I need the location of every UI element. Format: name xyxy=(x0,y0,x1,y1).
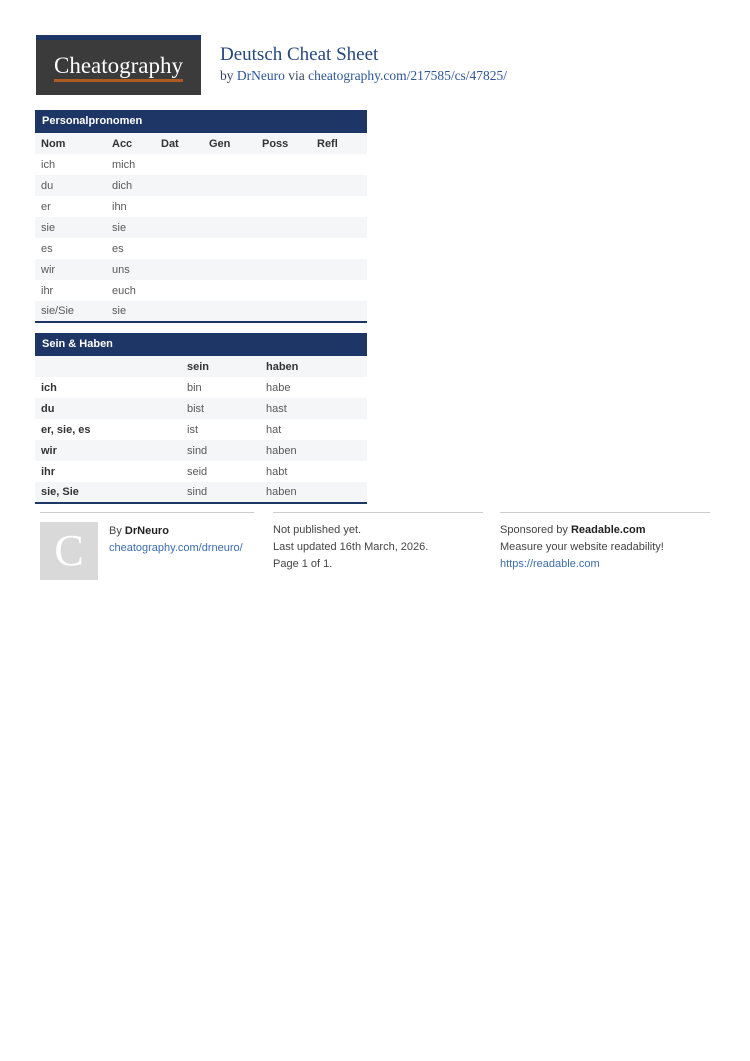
table-cell: ist xyxy=(187,423,198,436)
column-header: Gen xyxy=(209,137,231,150)
table-cell xyxy=(311,259,367,280)
sheet-url-link[interactable]: cheatography.com/217585/cs/47825/ xyxy=(308,68,508,83)
table-cell: du xyxy=(41,179,54,192)
author-name: DrNeuro xyxy=(124,525,169,537)
table-cell xyxy=(155,217,203,238)
personalpronomen-card xyxy=(35,110,367,323)
footer-sponsor-column xyxy=(500,512,710,573)
column-header: Refl xyxy=(317,137,338,150)
author-by: By xyxy=(109,525,122,537)
table-row xyxy=(35,196,367,217)
table-cell xyxy=(256,259,311,280)
table-row xyxy=(35,175,367,196)
author-info xyxy=(109,522,243,580)
table-cell xyxy=(311,175,367,196)
table-cell xyxy=(311,154,367,175)
table-row xyxy=(35,419,367,440)
table-cell xyxy=(155,280,203,301)
table-cell xyxy=(155,196,203,217)
footer-author-column xyxy=(40,512,254,580)
table-cell: hat xyxy=(266,423,282,436)
table-cell xyxy=(203,217,256,238)
table-row xyxy=(35,238,367,259)
table-cell: sind xyxy=(187,486,208,498)
table-cell: euch xyxy=(112,284,136,297)
table-cell: du xyxy=(41,402,55,415)
table-cell xyxy=(256,175,311,196)
personalpronomen-card-title: Personalpronomen xyxy=(35,110,367,133)
table-cell: ihn xyxy=(112,200,127,213)
column-header: sein xyxy=(187,360,210,373)
table-cell xyxy=(203,175,256,196)
sponsor-tagline: Measure your website readability! xyxy=(500,541,664,553)
sein-haben-card-title: Sein & Haben xyxy=(35,333,367,356)
table-cell: wir xyxy=(41,444,57,457)
table-cell xyxy=(311,238,367,259)
author-avatar[interactable] xyxy=(40,522,98,580)
table-cell: ich xyxy=(41,158,56,171)
table-cell xyxy=(155,175,203,196)
table-row xyxy=(35,301,367,322)
table-cell xyxy=(311,301,367,322)
table-row xyxy=(35,259,367,280)
table-cell: dich xyxy=(112,179,133,192)
table-cell xyxy=(311,280,367,301)
avatar-letter: C xyxy=(54,526,84,575)
table-row xyxy=(35,398,367,419)
table-cell xyxy=(256,238,311,259)
table-cell xyxy=(155,238,203,259)
table-row xyxy=(35,217,367,238)
table-cell xyxy=(155,259,203,280)
footer-meta-column xyxy=(273,512,483,573)
table-cell: bin xyxy=(187,381,202,394)
title-block xyxy=(220,44,507,84)
column-header xyxy=(35,356,181,377)
table-cell: es xyxy=(41,242,53,255)
table-cell xyxy=(311,196,367,217)
sein-haben-table xyxy=(35,356,367,504)
table-cell: hast xyxy=(266,402,287,415)
table-cell: sie xyxy=(41,221,56,234)
table-cell xyxy=(203,238,256,259)
table-cell: wir xyxy=(41,263,56,276)
table-cell: habe xyxy=(266,381,291,394)
table-cell xyxy=(256,301,311,322)
author-line xyxy=(109,523,243,540)
table-cell xyxy=(203,280,256,301)
table-cell: ihr xyxy=(41,284,54,297)
table-cell: sie xyxy=(112,305,127,317)
table-cell: sie xyxy=(112,221,127,234)
table-cell: sie, Sie xyxy=(41,486,79,498)
table-cell xyxy=(256,154,311,175)
sein-haben-card xyxy=(35,333,367,504)
table-header-row xyxy=(35,356,367,377)
table-cell xyxy=(256,196,311,217)
publish-status: Not published yet. xyxy=(273,524,362,536)
sponsor-name: Readable.com xyxy=(570,524,646,536)
table-cell: er xyxy=(41,200,51,213)
table-row xyxy=(35,377,367,398)
table-cell: bist xyxy=(187,402,205,415)
column-header: Nom xyxy=(41,137,66,150)
table-row xyxy=(35,280,367,301)
table-cell: sind xyxy=(187,444,208,457)
byline xyxy=(220,68,507,84)
table-cell xyxy=(155,301,203,322)
table-cell: ihr xyxy=(41,465,56,478)
table-cell xyxy=(155,154,203,175)
cheatography-logo[interactable] xyxy=(36,35,201,95)
table-cell xyxy=(203,154,256,175)
table-cell xyxy=(203,196,256,217)
table-cell: uns xyxy=(112,263,130,276)
table-row xyxy=(35,154,367,175)
table-cell: seid xyxy=(187,465,208,478)
table-cell: es xyxy=(112,242,124,255)
byline-via: via xyxy=(288,68,305,83)
column-header: haben xyxy=(266,360,299,373)
personalpronomen-table xyxy=(35,133,367,323)
table-cell xyxy=(203,259,256,280)
author-profile-link[interactable]: cheatography.com/drneuro/ xyxy=(109,542,243,554)
last-updated: Last updated 16th March, 2026. xyxy=(273,541,429,553)
table-cell xyxy=(256,217,311,238)
sponsor-link[interactable]: https://readable.com xyxy=(500,558,600,570)
column-header: Dat xyxy=(161,137,179,150)
byline-by: by xyxy=(220,68,234,83)
table-row xyxy=(35,461,367,482)
page-count: Page 1 of 1. xyxy=(273,558,333,570)
table-row xyxy=(35,440,367,461)
sponsor-line xyxy=(500,522,710,539)
table-cell xyxy=(256,280,311,301)
sponsor-prefix: Sponsored by xyxy=(500,524,568,536)
table-cell: ich xyxy=(41,381,57,394)
table-cell xyxy=(311,217,367,238)
logo-text: Cheatography xyxy=(54,54,183,82)
table-cell: er, sie, es xyxy=(41,423,91,436)
author-link[interactable]: DrNeuro xyxy=(236,68,285,83)
column-header: Acc xyxy=(112,137,133,150)
table-header-row xyxy=(35,133,367,154)
table-cell: haben xyxy=(266,444,297,457)
column-header: Poss xyxy=(262,137,289,150)
table-row xyxy=(35,482,367,503)
page-title: Deutsch Cheat Sheet xyxy=(220,44,379,65)
table-cell: mich xyxy=(112,158,136,171)
table-cell: habt xyxy=(266,465,288,478)
table-cell: sie/Sie xyxy=(41,305,75,317)
table-cell xyxy=(203,301,256,322)
table-cell: haben xyxy=(266,486,297,498)
